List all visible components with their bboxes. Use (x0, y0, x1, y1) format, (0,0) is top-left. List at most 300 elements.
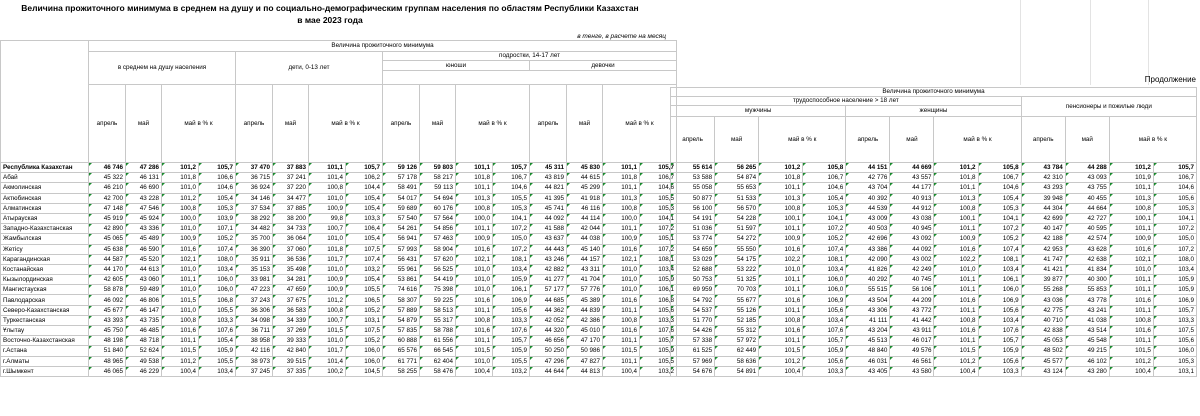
value-cell: 105,4 (978, 193, 1021, 203)
value-cell: 58 307 (383, 295, 420, 305)
value-cell: 100,0 (456, 213, 493, 223)
value-cell: 48 840 (846, 346, 890, 356)
value-cell: 101,5 (162, 346, 199, 356)
value-cell: 62 404 (420, 356, 456, 366)
left-table-body (1, 163, 677, 377)
value-cell: 105,9 (493, 275, 530, 285)
value-cell: 42 953 (1021, 244, 1065, 254)
value-cell: 44 613 (126, 264, 162, 274)
table-row (1, 163, 677, 173)
value-cell: 101,1 (759, 183, 803, 193)
value-cell: 101,0 (456, 285, 493, 295)
value-cell: 104,6 (1153, 183, 1196, 193)
value-cell: 101,3 (456, 193, 493, 203)
value-cell: 57 993 (383, 244, 420, 254)
value-cell: 44 443 (530, 244, 567, 254)
value-cell: 43 228 (126, 193, 162, 203)
value-cell: 105,5 (199, 305, 236, 315)
value-cell: 51 036 (671, 224, 715, 234)
value-cell: 100,8 (309, 183, 346, 193)
value-cell: 36 064 (273, 234, 309, 244)
value-cell: 57 177 (530, 285, 567, 295)
table-row (1, 346, 677, 356)
value-cell: 100,9 (309, 275, 346, 285)
value-cell: 46 561 (890, 356, 934, 366)
value-cell: 105,4 (199, 336, 236, 346)
value-cell: 101,6 (456, 244, 493, 254)
value-cell: 101,5 (162, 295, 199, 305)
value-cell: 40 913 (890, 193, 934, 203)
value-cell: 43 241 (1065, 305, 1109, 315)
value-cell: 101,0 (934, 264, 978, 274)
value-cell: 43 336 (126, 224, 162, 234)
value-cell: 40 455 (1065, 193, 1109, 203)
value-cell: 43 280 (1065, 366, 1109, 376)
value-cell: 101,6 (603, 326, 640, 336)
value-cell: 101,2 (162, 356, 199, 366)
value-cell: 40 595 (1065, 224, 1109, 234)
value-cell: 105,2 (346, 336, 383, 346)
value-cell: 55 614 (671, 163, 715, 173)
value-cell: 100,1 (934, 213, 978, 223)
value-cell: 101,1 (1109, 285, 1153, 295)
value-cell: 35 700 (236, 234, 273, 244)
value-cell: 106,0 (803, 275, 846, 285)
table-row (1, 244, 677, 254)
value-cell: 105,7 (640, 336, 677, 346)
value-cell: 101,4 (309, 173, 346, 183)
region-name: Кызылординская (1, 275, 89, 285)
value-cell: 101,0 (603, 275, 640, 285)
value-cell: 46 065 (89, 366, 126, 376)
value-cell: 56 941 (383, 234, 420, 244)
value-cell: 44 821 (530, 183, 567, 193)
right-main-header: Величина прожиточного минимума (671, 88, 1197, 97)
value-cell: 42 116 (236, 346, 273, 356)
value-cell: 101,1 (1109, 275, 1153, 285)
value-cell: 107,4 (346, 254, 383, 264)
value-cell: 46 031 (846, 356, 890, 366)
value-cell: 57 338 (671, 336, 715, 346)
value-cell: 101,4 (309, 356, 346, 366)
value-cell: 101,6 (759, 295, 803, 305)
value-cell: 34 733 (273, 224, 309, 234)
value-cell: 103,3 (640, 315, 677, 325)
table-row (1, 315, 677, 325)
value-cell: 106,8 (640, 295, 677, 305)
value-cell: 102,2 (934, 254, 978, 264)
table-row (671, 275, 1197, 285)
value-cell: 75 398 (420, 285, 456, 295)
value-cell: 48 502 (1021, 346, 1065, 356)
table-row (1, 336, 677, 346)
value-cell: 45 919 (89, 213, 126, 223)
value-cell: 104,6 (978, 183, 1021, 193)
value-cell: 54 261 (383, 224, 420, 234)
table-row (1, 264, 677, 274)
value-cell: 43 124 (1021, 366, 1065, 376)
value-cell: 54 017 (383, 193, 420, 203)
value-cell: 46 147 (126, 305, 162, 315)
value-cell: 59 803 (420, 163, 456, 173)
value-cell: 42 605 (89, 275, 126, 285)
header-avg: в среднем на душу населения (89, 52, 236, 85)
value-cell: 101,6 (456, 326, 493, 336)
region-name: Алматинская (1, 203, 89, 213)
value-cell: 106,9 (493, 295, 530, 305)
value-cell: 104,1 (1153, 213, 1196, 223)
value-cell: 103,4 (1153, 264, 1196, 274)
value-cell: 105,2 (803, 234, 846, 244)
value-cell: 101,5 (1109, 346, 1153, 356)
value-cell: 101,1 (759, 305, 803, 315)
value-cell: 36 715 (236, 173, 273, 183)
value-cell: 50 250 (530, 346, 567, 356)
table-row (1, 183, 677, 193)
value-cell: 42 386 (567, 315, 603, 325)
value-cell: 105,3 (493, 203, 530, 213)
region-name: Мангистауская (1, 285, 89, 295)
value-cell: 41 442 (890, 315, 934, 325)
value-cell: 101,1 (456, 163, 493, 173)
value-cell: 103,3 (1153, 315, 1196, 325)
value-cell: 105,5 (346, 285, 383, 295)
value-cell: 107,6 (493, 326, 530, 336)
value-cell: 101,6 (934, 326, 978, 336)
right-table-header (671, 88, 1197, 163)
value-cell: 44 362 (530, 305, 567, 315)
value-cell: 101,8 (934, 173, 978, 183)
value-cell: 101,1 (603, 163, 640, 173)
value-cell: 42 574 (1065, 234, 1109, 244)
value-cell: 45 010 (567, 326, 603, 336)
table-row (671, 264, 1197, 274)
value-cell: 48 718 (126, 336, 162, 346)
value-cell: 107,6 (199, 326, 236, 336)
value-cell: 105,7 (1153, 305, 1196, 315)
value-cell: 45 577 (1021, 356, 1065, 366)
value-cell: 105,9 (493, 346, 530, 356)
value-cell: 105,8 (803, 163, 846, 173)
value-cell: 104,1 (493, 213, 530, 223)
value-cell: 45 140 (567, 244, 603, 254)
value-cell: 100,4 (1109, 366, 1153, 376)
value-cell: 43 735 (126, 315, 162, 325)
value-cell: 34 339 (273, 315, 309, 325)
value-cell: 52 624 (126, 346, 162, 356)
value-cell: 101,6 (759, 326, 803, 336)
value-cell: 45 489 (126, 234, 162, 244)
value-cell: 45 053 (1021, 336, 1065, 346)
table-row (1, 213, 677, 223)
value-cell: 41 826 (846, 264, 890, 274)
value-cell: 43 093 (1065, 173, 1109, 183)
value-cell: 103,4 (803, 315, 846, 325)
value-cell: 105,5 (640, 193, 677, 203)
value-cell: 33 981 (236, 275, 273, 285)
value-cell: 42 840 (273, 346, 309, 356)
value-cell: 43 557 (890, 173, 934, 183)
value-cell: 106,9 (1153, 295, 1196, 305)
left-table (0, 40, 677, 377)
value-cell: 101,8 (603, 173, 640, 183)
value-cell: 44 288 (1065, 163, 1109, 173)
value-cell: 42 638 (1065, 254, 1109, 264)
value-cell: 57 540 (383, 213, 420, 223)
value-cell: 38 292 (236, 213, 273, 223)
region-name: г.Алматы (1, 356, 89, 366)
value-cell: 37 241 (273, 173, 309, 183)
value-cell: 57 620 (420, 254, 456, 264)
value-cell: 39 877 (1021, 275, 1065, 285)
region-name: Атырауская (1, 213, 89, 223)
value-cell: 35 498 (273, 264, 309, 274)
value-cell: 101,9 (1109, 173, 1153, 183)
value-cell: 43 637 (530, 234, 567, 244)
value-cell: 104,6 (493, 183, 530, 193)
value-cell: 53 029 (671, 254, 715, 264)
value-cell: 47 286 (126, 163, 162, 173)
value-cell: 101,8 (162, 173, 199, 183)
value-cell: 54 419 (420, 275, 456, 285)
value-cell: 105,6 (493, 305, 530, 315)
value-cell: 101,0 (309, 336, 346, 346)
value-cell: 101,0 (162, 183, 199, 193)
value-cell: 47 546 (126, 203, 162, 213)
value-cell: 59 225 (420, 295, 456, 305)
value-cell: 101,1 (1109, 305, 1153, 315)
value-cell: 100,8 (603, 203, 640, 213)
value-cell: 101,2 (309, 295, 346, 305)
table-row (1, 275, 677, 285)
value-cell: 100,4 (603, 366, 640, 376)
value-cell: 56 525 (420, 264, 456, 274)
value-cell: 44 038 (567, 234, 603, 244)
value-cell: 101,1 (759, 275, 803, 285)
value-cell: 44 912 (890, 203, 934, 213)
value-cell: 105,5 (493, 356, 530, 366)
value-cell: 52 185 (715, 315, 759, 325)
value-cell: 49 576 (890, 346, 934, 356)
right-subheader-row: апрель май май в % к апрель май май в % к апрель май май в % к (671, 117, 1197, 163)
value-cell: 105,3 (199, 203, 236, 213)
value-cell: 43 036 (1021, 295, 1065, 305)
table-row (1, 193, 677, 203)
value-cell: 43 628 (1065, 244, 1109, 254)
value-cell: 101,6 (456, 295, 493, 305)
value-cell: 56 265 (715, 163, 759, 173)
table-row (671, 326, 1197, 336)
value-cell: 103,3 (978, 366, 1021, 376)
value-cell: 101,0 (309, 193, 346, 203)
table-row (671, 203, 1197, 213)
value-cell: 105,6 (803, 305, 846, 315)
value-cell: 42 727 (1065, 213, 1109, 223)
value-cell: 100,8 (162, 315, 199, 325)
value-cell: 105,1 (640, 234, 677, 244)
value-cell: 105,9 (640, 275, 677, 285)
value-cell: 51 597 (715, 224, 759, 234)
value-cell: 54 676 (671, 366, 715, 376)
value-cell: 100,2 (309, 366, 346, 376)
value-cell: 54 659 (671, 244, 715, 254)
value-cell: 104,6 (803, 183, 846, 193)
value-cell: 105,4 (346, 203, 383, 213)
value-cell: 105,6 (1153, 336, 1196, 346)
value-cell: 69 959 (671, 285, 715, 295)
value-cell: 106,1 (978, 275, 1021, 285)
value-cell: 103,4 (199, 264, 236, 274)
value-cell: 54 426 (671, 326, 715, 336)
value-cell: 101,2 (1109, 356, 1153, 366)
value-cell: 41 704 (567, 275, 603, 285)
header-women: женщины (846, 106, 1021, 117)
value-cell: 44 151 (846, 163, 890, 173)
value-cell: 101,1 (759, 336, 803, 346)
value-cell: 107,2 (493, 224, 530, 234)
value-cell: 101,2 (162, 193, 199, 203)
value-cell: 101,1 (934, 275, 978, 285)
value-cell: 37 269 (273, 326, 309, 336)
value-cell: 101,3 (1109, 193, 1153, 203)
value-cell: 44 157 (567, 254, 603, 264)
value-cell: 44 539 (846, 203, 890, 213)
value-cell: 100,0 (162, 213, 199, 223)
table-row (1, 366, 677, 376)
value-cell: 105,9 (1153, 285, 1196, 295)
value-cell: 49 538 (126, 356, 162, 366)
value-cell: 101,6 (162, 244, 199, 254)
value-cell: 46 229 (126, 366, 162, 376)
value-cell: 106,8 (199, 295, 236, 305)
value-cell: 103,2 (493, 366, 530, 376)
value-cell: 43 038 (890, 213, 934, 223)
table-row (671, 305, 1197, 315)
value-cell: 53 774 (671, 234, 715, 244)
value-cell: 102,1 (603, 254, 640, 264)
value-cell: 54 694 (420, 193, 456, 203)
value-cell: 51 533 (715, 193, 759, 203)
value-cell: 101,8 (309, 244, 346, 254)
value-cell: 43 393 (89, 315, 126, 325)
left-table-header (1, 41, 677, 163)
value-cell: 47 223 (236, 285, 273, 295)
value-cell: 100,8 (759, 315, 803, 325)
value-cell: 101,5 (309, 326, 346, 336)
value-cell: 105,7 (199, 163, 236, 173)
value-cell: 44 587 (89, 254, 126, 264)
value-cell: 58 513 (420, 305, 456, 315)
value-cell: 105,6 (1153, 193, 1196, 203)
value-cell: 103,3 (803, 366, 846, 376)
value-cell: 55 317 (420, 315, 456, 325)
value-cell: 105,6 (978, 305, 1021, 315)
region-name: Туркестанская (1, 315, 89, 325)
value-cell: 36 583 (273, 305, 309, 315)
value-cell: 46 092 (89, 295, 126, 305)
value-cell: 101,2 (759, 163, 803, 173)
value-cell: 61 771 (383, 356, 420, 366)
value-cell: 100,7 (309, 224, 346, 234)
value-cell: 60 888 (383, 336, 420, 346)
value-cell: 101,1 (456, 305, 493, 315)
value-cell: 42 044 (567, 224, 603, 234)
value-cell: 43 514 (1065, 326, 1109, 336)
value-cell: 100,8 (162, 203, 199, 213)
value-cell: 58 491 (383, 183, 420, 193)
value-cell: 107,2 (493, 244, 530, 254)
value-cell: 40 945 (890, 224, 934, 234)
value-cell: 100,9 (162, 234, 199, 244)
value-cell: 107,6 (640, 326, 677, 336)
value-cell: 101,1 (603, 356, 640, 366)
value-cell: 105,7 (493, 336, 530, 346)
value-cell: 100,4 (162, 366, 199, 376)
value-cell: 105,4 (346, 193, 383, 203)
value-cell: 105,8 (978, 163, 1021, 173)
value-cell: 101,0 (162, 264, 199, 274)
value-cell: 105,3 (803, 203, 846, 213)
value-cell: 100,7 (309, 315, 346, 325)
title-line-1: Величина прожиточного минимума в среднем на душу и по социально-демографическим группам населения по областям Республики Казахстан (21, 3, 639, 13)
value-cell: 100,9 (309, 285, 346, 295)
value-cell: 43 092 (890, 234, 934, 244)
value-cell: 59 689 (383, 203, 420, 213)
value-cell: 101,1 (456, 336, 493, 346)
table-row (671, 356, 1197, 366)
value-cell: 65 576 (383, 346, 420, 356)
value-cell: 107,6 (978, 326, 1021, 336)
value-cell: 43 306 (846, 305, 890, 315)
header-girls: девочки (530, 61, 677, 71)
left-subheader-row: апрель май май в % к апрель май май в % к апрель май май в % к апрель май май в % к (1, 85, 677, 163)
value-cell: 107,4 (803, 244, 846, 254)
region-name: Жамбылская (1, 234, 89, 244)
header-teens: подростки, 14-17 лет (383, 52, 677, 61)
value-cell: 58 255 (383, 366, 420, 376)
value-cell: 100,4 (759, 366, 803, 376)
value-cell: 103,4 (803, 264, 846, 274)
value-cell: 101,0 (456, 275, 493, 285)
value-cell: 43 911 (890, 326, 934, 336)
value-cell: 57 835 (383, 326, 420, 336)
value-cell: 44 839 (567, 305, 603, 315)
value-cell: 39 948 (1021, 193, 1065, 203)
value-cell: 39 515 (273, 356, 309, 366)
value-cell: 37 885 (273, 203, 309, 213)
value-cell: 108,1 (640, 254, 677, 264)
value-cell: 101,6 (1109, 244, 1153, 254)
value-cell: 108,1 (493, 254, 530, 264)
value-cell: 104,1 (978, 213, 1021, 223)
value-cell: 47 148 (89, 203, 126, 213)
value-cell: 42 775 (1021, 305, 1065, 315)
value-cell: 40 300 (1065, 275, 1109, 285)
value-cell: 106,7 (978, 173, 1021, 183)
value-cell: 53 861 (383, 275, 420, 285)
value-cell: 45 638 (89, 244, 126, 254)
value-cell: 34 146 (236, 193, 273, 203)
region-name: Карагандинская (1, 254, 89, 264)
value-cell: 103,1 (346, 315, 383, 325)
value-cell: 45 830 (567, 163, 603, 173)
value-cell: 37 220 (273, 183, 309, 193)
value-cell: 42 838 (1021, 326, 1065, 336)
value-cell: 50 753 (671, 275, 715, 285)
value-cell: 43 772 (890, 305, 934, 315)
value-cell: 106,5 (346, 295, 383, 305)
value-cell: 105,4 (346, 234, 383, 244)
